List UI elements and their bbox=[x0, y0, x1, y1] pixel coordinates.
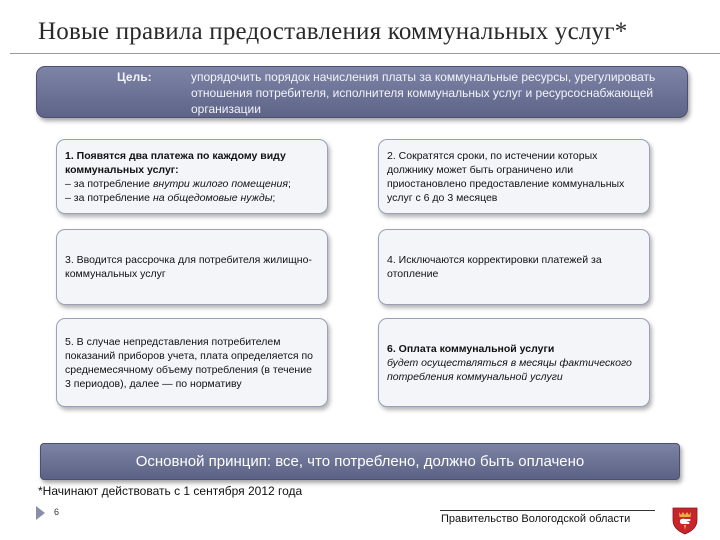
principle-text: : все, что потреблено, должно быть оплачено bbox=[266, 453, 585, 470]
rule-card-3 bbox=[56, 229, 328, 305]
goal-label: Цель: bbox=[117, 70, 152, 84]
goal-banner bbox=[36, 66, 688, 118]
footer-divider bbox=[440, 510, 655, 511]
rule-card-1 bbox=[56, 139, 328, 214]
title-divider bbox=[10, 53, 720, 54]
page-title: Новые правила предоставления коммунальных услуг* bbox=[38, 18, 628, 45]
page-number: 6 bbox=[54, 507, 60, 517]
rule-1-line-1: – за потребление внутри жилого помещения; bbox=[65, 177, 291, 190]
rule-card-6 bbox=[378, 318, 650, 407]
organization-name: Правительство Вологодской области bbox=[441, 513, 631, 525]
rule-4-text: 4. Исключаются корректировки платежей за отопление bbox=[387, 254, 602, 280]
rule-6-text: будет осуществляться в месяцы фактического потребления коммунальной услуги bbox=[387, 356, 632, 383]
rule-1-line-2: – за потребление на общедомовые нужды; bbox=[65, 191, 276, 204]
rule-6-heading: 6. Оплата коммунальной услуги bbox=[387, 342, 555, 355]
rule-2-text: 2. Сократятся сроки, по истечении которых должнику может быть ограничено или приостановлено предоставление коммунальных услуг с 6 до 3 месяцев bbox=[387, 149, 625, 204]
principle-label: Основной принцип bbox=[135, 453, 267, 470]
rule-card-2 bbox=[378, 139, 650, 214]
play-arrow-icon bbox=[36, 506, 45, 520]
rule-5-text: 5. В случае непредставления потребителем показаний приборов учета, плата определяется по среднемесячному объему потребления (в течение 3 периодов), далее — по нормативу bbox=[65, 335, 314, 390]
goal-text: упорядочить порядок начисления платы за коммунальные ресурсы, урегулировать отношения потребителя, исполнителя коммунальных услуг и ресурсоснабжающей организации bbox=[191, 70, 656, 116]
principle-banner bbox=[40, 443, 680, 480]
rule-card-5 bbox=[56, 318, 328, 407]
footnote: *Начинают действовать с 1 сентября 2012 года bbox=[38, 484, 303, 498]
rule-3-text: 3. Вводится рассрочка для потребителя жилищно-коммунальных услуг bbox=[65, 254, 312, 280]
rule-card-4 bbox=[378, 229, 650, 305]
coat-of-arms-icon bbox=[670, 505, 700, 535]
rule-1-heading: 1. Появятся два платежа по каждому виду коммунальных услуг: bbox=[65, 149, 286, 176]
